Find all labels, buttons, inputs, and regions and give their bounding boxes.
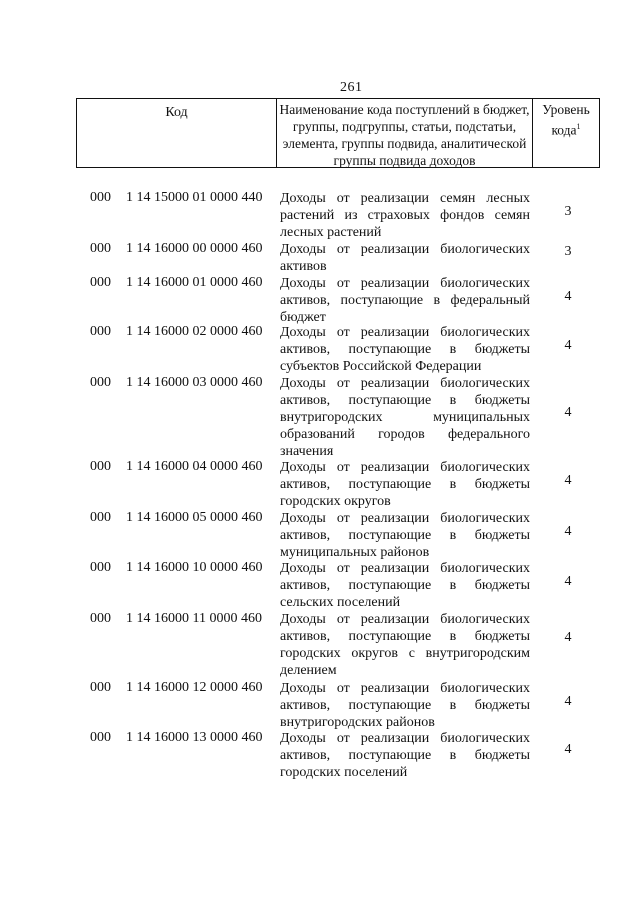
row-income-code: 1 14 16000 02 0000 460	[126, 324, 263, 339]
row-level: 4	[564, 630, 572, 645]
row-income-code: 1 14 16000 13 0000 460	[126, 730, 263, 745]
row-income-code: 1 14 16000 11 0000 460	[126, 611, 262, 626]
row-admin-code: 000	[90, 611, 111, 626]
row-admin-code: 000	[90, 560, 111, 575]
header-level	[533, 99, 599, 167]
row-admin-code: 000	[90, 241, 111, 256]
row-level: 4	[564, 574, 572, 589]
row-description: Доходы от реализации биологических активов, поступающие в бюджеты городских поселений	[280, 731, 530, 780]
row-description: Доходы от реализации биологических активов, поступающие в бюджеты городских округов с внутригородским делением	[280, 612, 530, 678]
header-code: Код	[77, 99, 277, 167]
row-admin-code: 000	[90, 459, 111, 474]
table-header	[76, 98, 600, 168]
row-income-code: 1 14 15000 01 0000 440	[126, 190, 263, 205]
row-income-code: 1 14 16000 03 0000 460	[126, 375, 263, 390]
row-level: 4	[564, 289, 572, 304]
row-level: 4	[564, 742, 572, 757]
row-level: 4	[564, 524, 572, 539]
row-description: Доходы от реализации биологических активов	[280, 242, 530, 274]
row-description: Доходы от реализации биологических активов, поступающие в бюджеты муниципальных районов	[280, 511, 530, 560]
row-level: 4	[564, 338, 572, 353]
row-income-code: 1 14 16000 00 0000 460	[126, 241, 263, 256]
row-admin-code: 000	[90, 190, 111, 205]
row-description: Доходы от реализации биологических активов, поступающие в федеральный бюджет	[280, 276, 530, 325]
row-level: 3	[564, 244, 572, 259]
row-description: Доходы от реализации семян лесных растений из страховых фондов семян лесных растений	[280, 191, 530, 240]
row-income-code: 1 14 16000 01 0000 460	[126, 275, 263, 290]
row-income-code: 1 14 16000 05 0000 460	[126, 510, 263, 525]
header-level-label: Уровень кода	[542, 102, 590, 138]
row-level: 4	[564, 694, 572, 709]
row-level: 4	[564, 405, 572, 420]
header-level-footnote: 1	[576, 122, 581, 131]
row-admin-code: 000	[90, 324, 111, 339]
page-number: 261	[340, 80, 363, 95]
row-description: Доходы от реализации биологических активов, поступающие в бюджеты субъектов Российской Федерации	[280, 325, 530, 374]
row-admin-code: 000	[90, 275, 111, 290]
row-description: Доходы от реализации биологических активов, поступающие в бюджеты сельских поселений	[280, 561, 530, 610]
row-admin-code: 000	[90, 510, 111, 525]
row-level: 3	[564, 204, 572, 219]
row-income-code: 1 14 16000 04 0000 460	[126, 459, 263, 474]
row-income-code: 1 14 16000 10 0000 460	[126, 560, 263, 575]
row-description: Доходы от реализации биологических активов, поступающие в бюджеты внутригородских районов	[280, 681, 530, 730]
row-description: Доходы от реализации биологических активов, поступающие в бюджеты городских округов	[280, 460, 530, 509]
row-admin-code: 000	[90, 375, 111, 390]
row-level: 4	[564, 473, 572, 488]
row-description: Доходы от реализации биологических активов, поступающие в бюджеты внутригородских муниципальных образований городов федерального значения	[280, 376, 530, 459]
row-income-code: 1 14 16000 12 0000 460	[126, 680, 263, 695]
header-name: Наименование кода поступлений в бюджет, группы, подгруппы, статьи, подстатьи, элемента, группы подвида, аналитической группы подвида доходов	[277, 99, 533, 167]
row-admin-code: 000	[90, 730, 111, 745]
row-admin-code: 000	[90, 680, 111, 695]
